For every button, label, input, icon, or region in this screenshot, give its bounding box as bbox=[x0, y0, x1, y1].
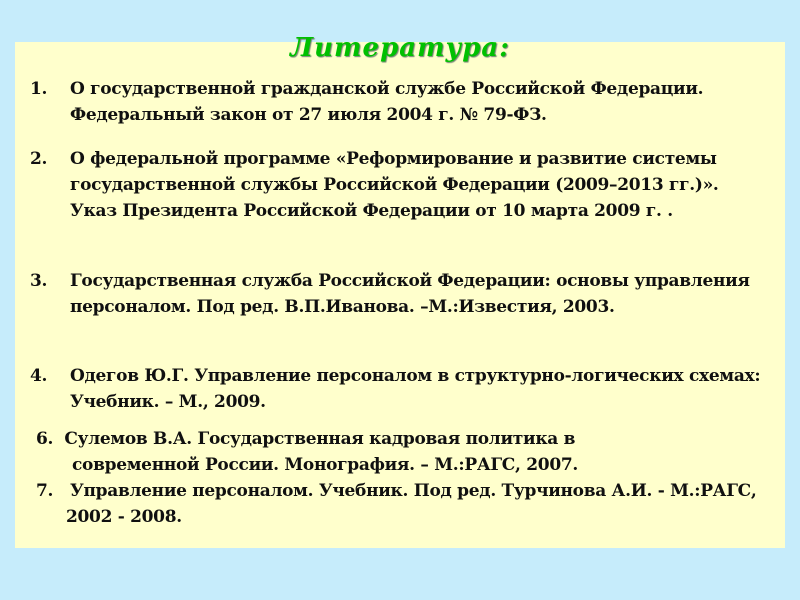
reference-number: 4. bbox=[30, 366, 48, 386]
reference-item bbox=[30, 76, 770, 128]
reference-item bbox=[36, 426, 692, 478]
reference-item bbox=[30, 363, 785, 415]
reference-text: Одегов Ю.Г. Управление персоналом в структурно-логических схемах: Учебник. – М., 2009. bbox=[70, 366, 761, 412]
reference-number: 3. bbox=[30, 271, 48, 291]
reference-item bbox=[30, 268, 770, 320]
reference-item bbox=[30, 146, 770, 224]
reference-number: 1. bbox=[30, 79, 48, 99]
page-title: Литература: bbox=[290, 33, 510, 63]
reference-number: 2. bbox=[30, 149, 48, 169]
reference-text: Управление персоналом. Учебник. Под ред. Турчинова А.И. - М.:РАГС, 2002 - 2008. bbox=[66, 481, 757, 527]
reference-text: О федеральной программе «Реформирование и развитие системы государственной службы Российской Федерации (2009–2013 гг.)». Указ Президента Российской Федерации от 10 марта 2009 г. . bbox=[70, 149, 719, 221]
reference-text: Сулемов В.А. Государственная кадровая политика в современной России. Монография. – М.:РАГС, 2007. bbox=[64, 429, 579, 475]
reference-text: Государственная служба Российской Федерации: основы управления персоналом. Под ред. В.П.Иванова. –М.:Известия, 2003. bbox=[70, 271, 750, 317]
reference-number: 6. bbox=[36, 429, 54, 449]
reference-text: О государственной гражданской службе Российской Федерации. Федеральный закон от 27 июля 2004 г. № 79-ФЗ. bbox=[70, 79, 704, 125]
reference-item bbox=[36, 478, 776, 530]
reference-number: 7. bbox=[36, 481, 54, 501]
